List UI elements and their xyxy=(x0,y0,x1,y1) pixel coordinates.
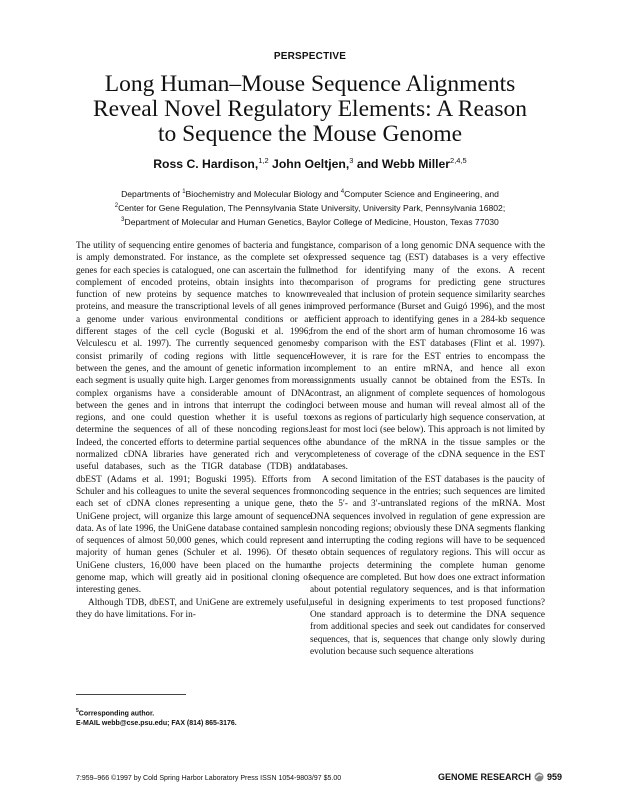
footnote-marker: 5 xyxy=(76,708,79,714)
footnote-text: Corresponding author. xyxy=(78,710,155,718)
author-list xyxy=(0,156,620,171)
body-paragraph: stance, comparison of a long genomic DNA sequence with the expressed sequence tag (EST) databases is a very effective method for identifying many of the exons. A recent comparison of programs for predicting gene structures revealed that inclusion of protein sequence similarity searches improved performance (Burset and Guigó 1996), and the most efficient approach to identifying genes in a 284-kb sequence from the end of the short arm of human chromosome 16 was by comparison with the EST databases (Flint et al. 1997). However, it is rare for the EST entries to encompass the complement to an entire mRNA, and hence all exon assignments usually cannot be obtained from the ESTs. In contrast, an alignment of complete sequences of homologous loci between mouse and human will reveal almost all of the exons as regions of particularly high sequence conservation, at least for most loci (see below). This approach is not limited by the abundance of the mRNA in the tissue samples or the completeness of coverage of the cDNA sequence in the EST databases. xyxy=(310,241,545,473)
article-title xyxy=(40,72,580,147)
citation-footer: 7:959–966 ©1997 by Cold Spring Harbor Laboratory Press ISSN 1054-9803/97 $5.00 xyxy=(76,775,342,782)
title-line: to Sequence the Mouse Genome xyxy=(157,121,463,147)
body-column-right xyxy=(310,240,545,658)
journal-name: GENOME RESEARCH xyxy=(437,772,531,782)
section-label: PERSPECTIVE xyxy=(273,51,347,62)
footnote-divider xyxy=(76,694,186,695)
author-name: and Webb Miller xyxy=(356,157,451,172)
affiliation-line xyxy=(60,200,560,214)
affiliations xyxy=(60,186,560,228)
journal-logo-icon xyxy=(534,772,544,782)
author-name: Ross C. Hardison, xyxy=(153,157,259,172)
affiliation-marker: 4 xyxy=(340,189,345,195)
footnote-contact: E-MAIL webb@cse.psu.edu; FAX (814) 865-3176. xyxy=(76,719,237,727)
affiliation-marker: 1 xyxy=(182,189,186,195)
body-paragraph: A second limitation of the EST databases is the paucity of noncoding sequence in the entries; such sequences are limited to the 5′- and 3′-untranslated regions of the mRNA. Most DNA sequences involved in regulation of gene expression are in noncoding regions; obviously these DNA segments flanking and interrupting the coding regions will have to be sequenced to obtain sequences of regulatory regions. This will occur as the projects determining the complete human genome sequence are completed. But how does one extract information about potential regulatory sequences, and is that information useful in designing experiments to test proposed functions? One standard approach is to determine the DNA sequence from additional species and seek out candidates for conserved sequences, that is, sequences that change only slowly during evolution because such sequence alterations xyxy=(310,474,545,657)
affiliation-text: Biochemistry and Molecular Biology and xyxy=(185,188,341,199)
author-affiliation-marker: 1,2 xyxy=(258,156,269,165)
body-paragraph: Although TDB, dbEST, and UniGene are extremely useful, they do have limitations. For in- xyxy=(76,597,311,620)
journal-footer xyxy=(438,772,562,782)
title-line: Long Human–Mouse Sequence Alignments xyxy=(104,71,516,97)
affiliation-text: Computer Science and Engineering, and xyxy=(344,188,499,199)
affiliation-text: Departments of xyxy=(121,188,183,199)
footnote xyxy=(76,707,311,728)
body-column-left xyxy=(76,240,311,621)
affiliation-line xyxy=(60,186,560,200)
author-affiliation-marker: 3 xyxy=(349,156,354,165)
affiliation-text: Center for Gene Regulation, The Pennsylvania State University, University Park, Pennsylvania 16802; xyxy=(118,202,506,213)
affiliation-marker: 3 xyxy=(121,217,125,224)
title-line: Reveal Novel Regulatory Elements: A Reason xyxy=(92,96,527,122)
body-paragraph: The utility of sequencing entire genomes of bacteria and fungi is amply demonstrated. For instance, as the complete set of genes for each species is catalogued, one can ascertain the full complement of encoded proteins, obtain insights into the function of new proteins by sequence matches to known proteins, and measure the transcriptional levels of all genes in a genome under various environmental conditions or at different stages of the cell cycle (Boguski et al. 1996; Velculescu et al. 1997). The currently sequenced genomes consist primarily of coding regions with little sequence between the genes, and the amount of genetic information in each segment is usually quite high. Larger genomes from more complex organisms have a considerable amount of DNA between the genes and in introns that interrupt the coding regions, and one could question whether it is useful to determine the sequences of all of these noncoding regions. Indeed, the concerted efforts to determine partial sequences of normalized cDNA libraries have generated rich and very useful databases, such as the TIGR database (TDB) and dbEST (Adams et al. 1991; Boguski 1995). Efforts from Schuler and his colleagues to unite the several sequences from each set of cDNA clones representing a unique gene, the UniGene project, will organize this large amount of sequence data. As of late 1996, the UniGene database contained samples of sequences of almost 50,000 genes, which could represent a majority of human genes (Schuler et al. 1996). Of these UniGene clusters, 16,000 have been placed on the human genome map, which will greatly aid in positional cloning of interesting genes. xyxy=(76,241,311,596)
affiliation-text: Department of Molecular and Human Genetics, Baylor College of Medicine, Houston, Texas 77030 xyxy=(124,216,499,227)
affiliation-marker: 2 xyxy=(114,203,119,210)
footnote-corresponding xyxy=(76,707,311,719)
author-affiliation-marker: 2,4,5 xyxy=(450,156,467,165)
page-number: 959 xyxy=(546,772,562,782)
affiliation-line xyxy=(60,214,560,228)
author-name: John Oeltjen, xyxy=(272,157,350,172)
